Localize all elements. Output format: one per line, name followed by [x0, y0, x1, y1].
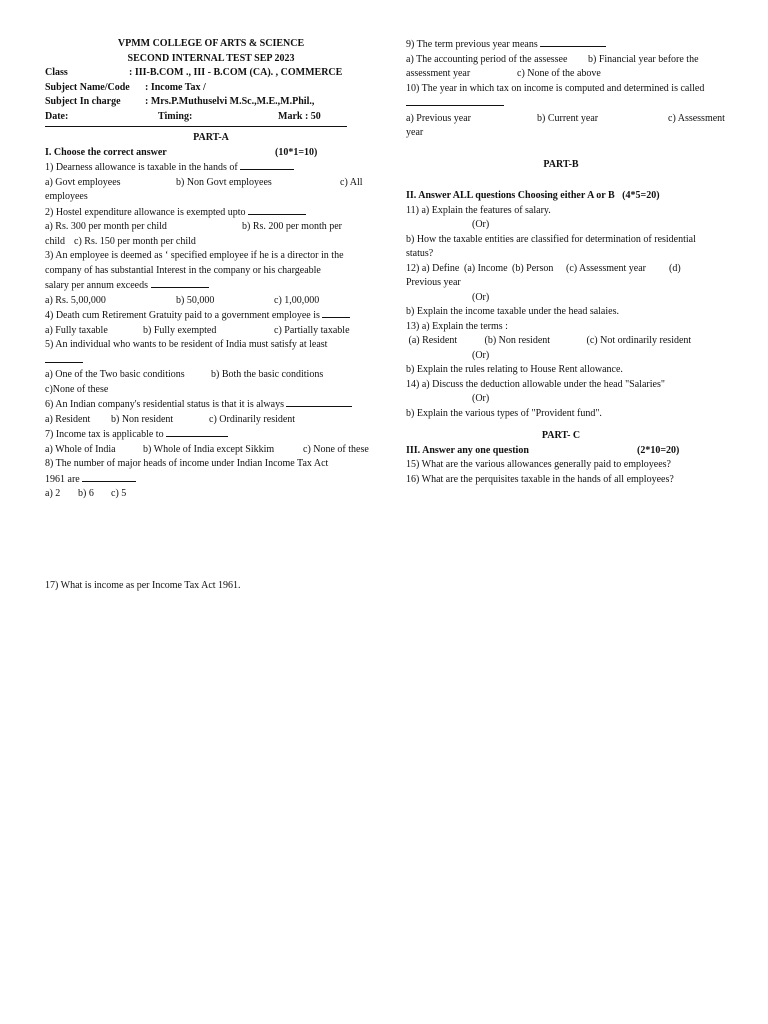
q10-option-cont: year	[406, 127, 424, 138]
part-c-instruction-row	[406, 444, 738, 459]
q1-question: 1) Dearness allowance is taxable in the hands of	[45, 160, 377, 176]
q5-options: a) One of the Two basic conditions b) Both the basic conditions	[45, 369, 324, 380]
or-label: (Or)	[472, 291, 490, 303]
q7-question: 7) Income tax is applicable to	[45, 427, 377, 443]
or-label: (Or)	[472, 219, 490, 230]
incharge-value: : Mrs.P.Muthuselvi M.Sc.,M.E.,M.Phil.,	[145, 96, 315, 107]
answer-blank	[151, 278, 209, 288]
q17-question: 17) What is income as per Income Tax Act 1961.	[45, 580, 241, 591]
q8-options: a) 2 b) 6 c) 5	[45, 488, 127, 499]
q11b-line2: status?	[406, 248, 434, 259]
answer-blank	[166, 427, 228, 437]
q5-option-c: c)None of these	[45, 383, 109, 395]
answer-blank	[240, 160, 294, 170]
class-value: : III-B.COM ., III - B.COM (CA). , COMMERCE	[129, 67, 343, 78]
answer-blank	[540, 37, 606, 47]
q2-options: a) Rs. 300 per month per child b) Rs. 200 per month per	[45, 221, 342, 232]
q14b: b) Explain the various types of "Provident fund".	[406, 407, 602, 419]
part-c-marks: (2*10=20)	[637, 444, 680, 456]
subject-row	[45, 81, 377, 96]
incharge-label: Subject In charge	[45, 96, 121, 107]
part-a-marks: (10*1=10)	[275, 146, 318, 158]
q6-question: 6) An Indian company's residential status is that it is always	[45, 397, 377, 413]
answer-blank	[286, 397, 352, 407]
college-name: VPMM COLLEGE OF ARTS & SCIENCE	[117, 38, 305, 49]
class-row	[45, 66, 377, 81]
part-b-marks: (4*5=20)	[622, 190, 660, 201]
header-divider	[45, 126, 347, 127]
q12a-cont: Previous year	[406, 277, 461, 288]
q12a: 12) a) Define (a) Income (b) Person (c) Assessment year (d)	[406, 262, 681, 274]
q6-options: a) Resident b) Non resident c) Ordinarily resident	[45, 413, 296, 425]
q3-options: a) Rs. 5,00,000 b) 50,000 c) 1,00,000	[45, 294, 320, 306]
q13a-terms: (a) Resident (b) Non resident (c) Not ordinarily resident	[408, 335, 692, 346]
q9-question: 9) The term previous year means	[406, 37, 738, 53]
part-b-title: PART-B	[543, 158, 579, 170]
q10-options: a) Previous year b) Current year c) Assessment	[406, 112, 725, 124]
q5-blank-row	[45, 353, 377, 369]
q9-options-cont: assessment year c) None of the above	[406, 68, 601, 79]
q13a: 13) a) Explain the terms :	[406, 320, 508, 332]
date-label: Date:	[45, 110, 69, 122]
part-a-instruction-row	[45, 146, 377, 161]
q11b-line1: b) How the taxable entities are classified for determination of residential	[406, 233, 696, 245]
answer-blank	[322, 308, 350, 318]
q1-options: a) Govt employees b) Non Govt employees c) All	[45, 176, 363, 188]
part-a-instruction: I. Choose the correct answer	[45, 146, 167, 158]
timing-label: Timing:	[158, 110, 193, 122]
class-label: Class	[45, 67, 68, 78]
answer-blank	[45, 353, 83, 363]
or-label: (Or)	[472, 349, 490, 361]
q7-options: a) Whole of India b) Whole of India except Sikkim c) None of these	[45, 443, 369, 455]
q12b: b) Explain the income taxable under the head salaies.	[406, 306, 619, 317]
test-title: SECOND INTERNAL TEST SEP 2023	[127, 52, 295, 64]
q5-question: 5) An individual who wants to be resident of India must satisfy at least	[45, 339, 328, 350]
subject-label: Subject Name/Code	[45, 81, 130, 93]
or-label: (Or)	[472, 393, 490, 404]
answer-blank	[82, 472, 136, 482]
q14a: 14) a) Discuss the deduction allowable under the head "Salaries"	[406, 378, 665, 390]
q10-blank-row	[406, 96, 738, 112]
q3-line1: 3) An employee is deemed as ‘ specified employee if he is a director in the	[45, 250, 344, 261]
part-c-instruction: III. Answer any one question	[406, 444, 529, 456]
q9-options: a) The accounting period of the assessee b) Financial year before the	[406, 53, 699, 65]
q3-line3: salary per annum exceeds	[45, 278, 377, 294]
part-a-title: PART-A	[193, 132, 229, 143]
mark-label: Mark : 50	[278, 110, 321, 122]
part-b-instruction: II. Answer ALL questions Choosing either A or B	[406, 190, 615, 201]
answer-blank	[406, 96, 504, 106]
date-row	[45, 110, 377, 125]
q8-line2: 1961 are	[45, 472, 377, 488]
subject-value: : Income Tax /	[145, 81, 206, 93]
q3-line2: company of has substantial Interest in the company or his chargeable	[45, 264, 321, 276]
q4-options: a) Fully taxable b) Fully exempted c) Partially taxable	[45, 324, 350, 336]
q10-question: 10) The year in which tax on income is computed and determined is called	[406, 82, 705, 94]
left-column	[45, 37, 377, 502]
part-b-instruction-row	[406, 189, 738, 204]
q15: 15) What are the various allowances generally paid to employees?	[406, 459, 671, 470]
q8-line1: 8) The number of major heads of income under Indian Income Tax Act	[45, 458, 329, 469]
right-column	[406, 37, 738, 487]
q2-question: 2) Hostel expenditure allowance is exempted upto	[45, 205, 377, 221]
q11a: 11) a) Explain the features of salary.	[406, 204, 551, 216]
q4-question: 4) Death cum Retirement Gratuity paid to a government employee is	[45, 308, 377, 324]
q16: 16) What are the perquisites taxable in the hands of all employees?	[406, 473, 674, 485]
incharge-row	[45, 95, 377, 110]
answer-blank	[248, 205, 306, 215]
q1-option-cont: employees	[45, 191, 88, 202]
q13b: b) Explain the rules relating to House Rent allowance.	[406, 364, 623, 375]
part-c-title: PART- C	[541, 430, 581, 441]
q2-options-cont: child c) Rs. 150 per month per child	[45, 235, 196, 247]
